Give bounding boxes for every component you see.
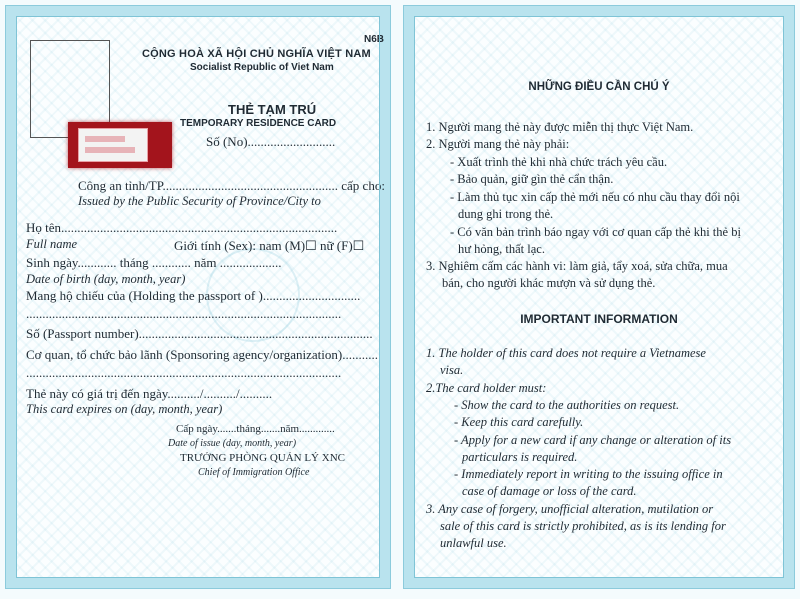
expiry-en: This card expires on (day, month, year) xyxy=(26,402,223,416)
issue-date-line: Cấp ngày.......tháng.......năm............. xyxy=(176,423,335,435)
en-note-2d: - Immediately report in writing to the issuing office in xyxy=(454,467,723,481)
en-note-2c-cont: particulars is required. xyxy=(462,450,578,464)
notes-heading-vi: NHỮNG ĐIỀU CẦN CHÚ Ý xyxy=(528,81,670,93)
card-title-vi: THẺ TẠM TRÚ xyxy=(228,102,317,117)
issued-by-en: Issued by the Public Security of Province/City to xyxy=(78,194,321,208)
dob-line: Sinh ngày............ tháng ............ năm ................... xyxy=(26,255,282,270)
form-code: N6B xyxy=(364,34,385,45)
issue-date-en: Date of issue (day, month, year) xyxy=(168,438,297,449)
country-name-vi: CỘNG HOÀ XÃ HỘI CHỦ NGHĨA VIỆT NAM xyxy=(142,48,371,60)
issued-by-vi: Công an tỉnh/TP...................................................... cấp cho: xyxy=(78,178,385,193)
vi-note-2: 2. Người mang thẻ này phải: xyxy=(426,137,570,151)
country-name-en: Socialist Republic of Viet Nam xyxy=(190,62,334,73)
sex-line: Giới tính (Sex): nam (M)☐ nữ (F)☐ xyxy=(174,238,365,253)
passport-number-line: Số (Passport number)........................................................................ xyxy=(26,326,373,341)
en-note-2: 2.The card holder must: xyxy=(426,381,547,395)
vi-note-1: 1. Người mang thẻ này được miễn thị thực Việt Nam. xyxy=(426,120,694,134)
en-note-2c: - Apply for a new card if any change or alteration of its xyxy=(454,433,732,447)
chief-title-en: Chief of Immigration Office xyxy=(198,467,310,478)
vi-note-2b: - Bảo quản, giữ gìn thẻ cẩn thận. xyxy=(450,172,614,186)
card-number-line: Số (No)........................... xyxy=(206,134,336,149)
en-note-1-cont: visa. xyxy=(440,363,464,377)
vi-note-3-cont: bán, cho người khác mượn và sử dụng thẻ. xyxy=(442,276,656,290)
vi-note-2d: - Có văn bản trình báo ngay với cơ quan cấp thẻ khi thẻ bị xyxy=(450,225,741,239)
sponsor-line: Cơ quan, tổ chức bảo lãnh (Sponsoring agency/organization)........... xyxy=(26,347,378,362)
en-note-1: 1. The holder of this card does not require a Vietnamese xyxy=(426,346,706,360)
red-stamp xyxy=(68,122,172,168)
passport-holder-dots: ................................................................................................. xyxy=(26,306,342,321)
card-title-en: TEMPORARY RESIDENCE CARD xyxy=(180,118,337,129)
card-front xyxy=(6,6,390,588)
en-note-3-cont: sale of this card is strictly prohibited, as is its lending for xyxy=(440,519,726,533)
expiry-line: Thẻ này có giá trị đến ngày........../........../.......... xyxy=(26,386,273,401)
en-note-2a: - Show the card to the authorities on request. xyxy=(454,398,680,412)
en-note-3: 3. Any case of forgery, unofficial alteration, mutilation or xyxy=(426,502,714,516)
en-note-3-cont-2: unlawful use. xyxy=(440,536,507,550)
en-note-2d-cont: case of damage or loss of the card. xyxy=(462,484,637,498)
vi-note-2c: - Làm thủ tục xin cấp thẻ mới nếu có nhu cầu thay đổi nội xyxy=(450,190,740,204)
vi-note-2c-cont: dung ghi trong thẻ. xyxy=(458,207,554,221)
vi-note-2d-cont: hư hỏng, thất lạc. xyxy=(458,242,545,256)
card-back xyxy=(404,6,794,588)
chief-title-vi: TRƯỞNG PHÒNG QUẢN LÝ XNC xyxy=(180,452,345,464)
en-note-2b: - Keep this card carefully. xyxy=(454,415,584,429)
vi-note-2a: - Xuất trình thẻ khi nhà chức trách yêu cầu. xyxy=(450,155,668,169)
sponsor-dots: ................................................................................................. xyxy=(26,365,342,380)
full-name-line: Họ tên..................................................................................... xyxy=(26,220,338,235)
full-name-en: Full name xyxy=(26,237,78,251)
vi-note-3: 3. Nghiêm cấm các hành vi: làm giả, tẩy xoá, sửa chữa, mua xyxy=(426,259,728,273)
notes-heading-en: IMPORTANT INFORMATION xyxy=(520,312,678,326)
passport-holder-line: Mang hộ chiếu của (Holding the passport of ).............................. xyxy=(26,288,361,303)
dob-en: Date of birth (day, month, year) xyxy=(26,272,186,286)
